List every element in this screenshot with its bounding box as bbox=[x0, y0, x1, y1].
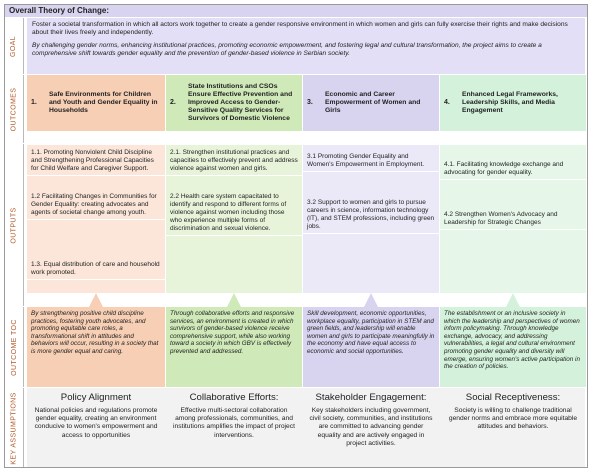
assumption-3 bbox=[303, 390, 439, 466]
outcome-toc-4: The establishment or an inclusive society in which the leadership and perspectives of women inform policymaking. Through knowledge exchange, advocacy, and addressing vulnerabilities, a legal and cultural environment promoting gender equality and diversity will emerge, ensuring women's active participation in the creation of policies. bbox=[440, 307, 586, 387]
outcome-toc-3: Skill development, economic opportunities, workplace equality, participation in STEM and green fields, and leadership will enable women and girls to participate meaningfully in the economy and have equal access to economic and social opportunities. bbox=[303, 307, 439, 387]
assumption-1-text: National policies and regulations promote gender equality, creating an environment conducive to women's empowerment and access to opportunities bbox=[34, 407, 158, 439]
side-label-outcomes-text: OUTCOMES bbox=[10, 87, 18, 131]
assumption-1-heading: Policy Alignment bbox=[60, 392, 132, 403]
outcome-1 bbox=[27, 75, 165, 131]
outcome-1-label: Safe Environments for Children and Youth and Gender Equality in Households bbox=[49, 91, 158, 114]
output-1-1: 1.1. Promoting Nonviolent Child Discipline and Strengthening Professional Capacities for Child Welfare and Caregiver Support. bbox=[27, 147, 165, 176]
outcome-2-label: State Institutions and CSOs Ensure Effective Prevention and Improved Access to Gender-Sensitive Quality Services for Survivors of Domestic Violence bbox=[188, 83, 293, 122]
goal-box bbox=[27, 18, 585, 74]
side-label-outcomes bbox=[5, 75, 24, 143]
output-1-3: 1.3. Equal distribution of care and household work promoted. bbox=[27, 259, 165, 280]
up-arrow-icon bbox=[506, 293, 520, 307]
outcome-4-label: Enhanced Legal Frameworks, Leadership Skills, and Media Engagement bbox=[462, 91, 558, 114]
up-arrow-icon bbox=[89, 293, 103, 307]
outputs-column-1 bbox=[27, 145, 165, 293]
diagram-title: Overall Theory of Change: bbox=[5, 5, 587, 17]
output-1-2: 1.2 Facilitating Changes in Communities for Gender Equality: creating advocates and agents of societal change among youth. bbox=[27, 191, 165, 220]
outputs-column-4 bbox=[440, 145, 586, 293]
output-3-1: 3.1 Promoting Gender Equality and Women's Empowerment in Employment. bbox=[303, 151, 439, 172]
side-label-key-assumptions-text: KEY ASSUMPTIONS bbox=[10, 391, 18, 465]
output-2-2: 2.2 Health care system capacitated to identify and respond to different forms of violence against women including those who experience multiple forms of discrimination and sexual violence. bbox=[166, 191, 302, 236]
side-label-goal bbox=[5, 18, 24, 74]
arrow-row-4 bbox=[440, 293, 586, 307]
arrow-row-2 bbox=[166, 293, 302, 307]
arrow-row-1 bbox=[27, 293, 165, 307]
assumption-4-heading: Social Receptiveness: bbox=[465, 392, 561, 403]
outcome-3-number: 3. bbox=[307, 99, 313, 106]
goal-strategy: By challenging gender norms, enhancing institutional practices, promoting economic empowerment, and fostering legal and cultural transformation, the project aims to create a comprehensive shift towards gender equality and the prevention of gender-based violence in Serbian society. bbox=[32, 42, 542, 57]
assumption-2 bbox=[166, 390, 302, 466]
assumption-3-heading: Stakeholder Engagement: bbox=[315, 392, 427, 403]
assumption-1 bbox=[27, 390, 165, 466]
side-label-goal-text: GOAL bbox=[10, 35, 18, 57]
up-arrow-icon bbox=[364, 293, 378, 307]
up-arrow-icon bbox=[227, 293, 241, 307]
outcome-3-label: Economic and Career Empowerment of Women and Girls bbox=[325, 91, 421, 114]
side-label-outcome-toc-text: OUTCOME TOC bbox=[10, 318, 18, 376]
outcome-4 bbox=[440, 75, 586, 131]
output-4-2: 4.2 Strengthen Women's Advocacy and Leadership for Strategic Changes bbox=[440, 209, 586, 230]
side-label-outcome-toc bbox=[5, 307, 24, 387]
outcome-2-number: 2. bbox=[170, 99, 176, 106]
outcome-4-number: 4. bbox=[444, 99, 450, 106]
outcome-toc-1: By strengthening positive child discipline practices, fostering youth advocates, and promoting equitable care roles, a transformational shift in attitudes and behaviors will occur, resulting in a society that is more gender equal and caring. bbox=[27, 307, 165, 387]
outcome-toc-2: Through collaborative efforts and responsive services, an environment is created in which survivors of gender-based violence receive comprehensive support, while also working toward a society in which GBV is effectively prevented and addressed. bbox=[166, 307, 302, 387]
side-label-outputs-text: OUTPUTS bbox=[10, 206, 18, 244]
side-label-key-assumptions bbox=[5, 388, 24, 468]
assumption-2-text: Effective multi-sectoral collaboration among professionals, communities, and institutions amplifies the impact of project interventions. bbox=[173, 407, 295, 439]
outcome-1-number: 1. bbox=[31, 99, 37, 106]
arrow-row-3 bbox=[303, 293, 439, 307]
goal-text: Foster a societal transformation in which all actors work together to create a gender responsive environment in which women and girls can fully exercise their rights and make decisions about their lives freely and independently. bbox=[32, 21, 568, 36]
outcome-3 bbox=[303, 75, 439, 131]
assumption-2-heading: Collaborative Efforts: bbox=[189, 392, 279, 403]
output-2-1: 2.1. Strengthen institutional practices and capacities to effectively prevent and address violence against women and girls. bbox=[166, 147, 302, 176]
output-4-1: 4.1. Facilitating knowledge exchange and advocating for gender equality. bbox=[440, 159, 586, 180]
outputs-column-2 bbox=[166, 145, 302, 293]
theory-of-change-diagram bbox=[4, 4, 588, 468]
outputs-column-3 bbox=[303, 145, 439, 293]
outcome-2 bbox=[166, 75, 302, 131]
assumption-4 bbox=[440, 390, 586, 466]
assumption-4-text: Society is willing to challenge traditional gender norms and embrace more equitable attitudes and behaviors. bbox=[448, 407, 578, 431]
assumption-3-text: Key stakeholders including government, civil society, communities, and institutions are committed to advancing gender equality and are actively engaged in project activities. bbox=[309, 407, 433, 447]
side-label-outputs bbox=[5, 144, 24, 306]
output-3-2: 3.2 Support to women and girls to pursue careers in science, information technology (IT), and STEM professions, including green jobs. bbox=[303, 197, 439, 234]
